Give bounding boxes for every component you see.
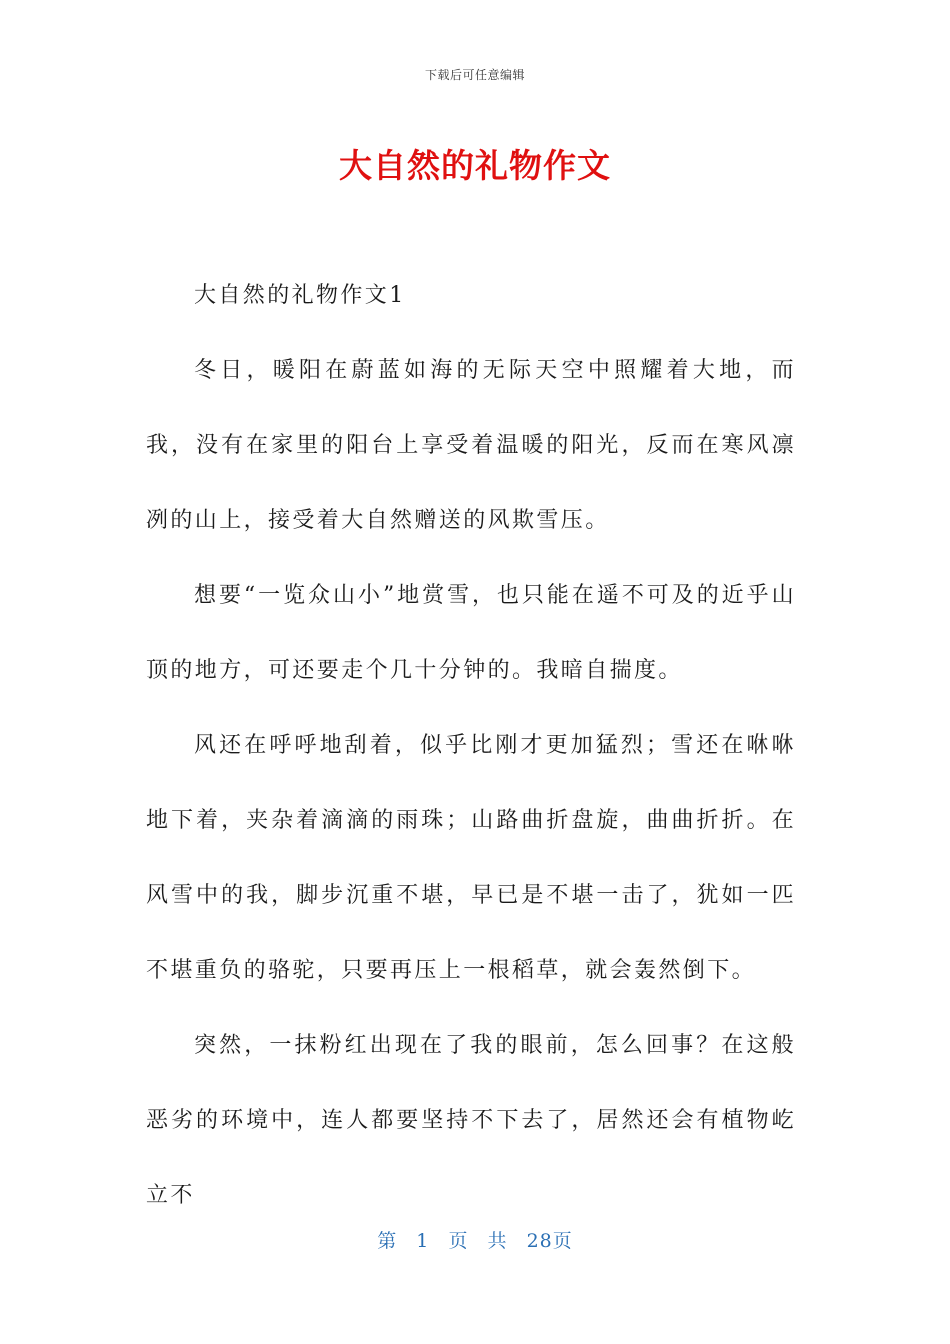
- document-body: [146, 258, 796, 1233]
- footer-label-page: 第: [377, 1230, 398, 1252]
- footer-label-page-unit: 页: [448, 1230, 469, 1252]
- footer-label-total: 共: [487, 1230, 508, 1252]
- footer-current-page: 1: [416, 1230, 430, 1252]
- paragraph: 想要“一览众山小”地赏雪，也只能在遥不可及的近乎山顶的地方，可还要走个几十分钟的。我暗自揣度。: [146, 583, 796, 683]
- footer-total-pages: 28页: [526, 1230, 573, 1252]
- paragraph: 突然，一抹粉红出现在了我的眼前，怎么回事？在这般恶劣的环境中，连人都要坚持不下去了，居然还会有植物屹立不: [146, 1033, 796, 1208]
- paragraph: 冬日，暖阳在蔚蓝如海的无际天空中照耀着大地，而我，没有在家里的阳台上享受着温暖的阳光，反而在寒风凛冽的山上，接受着大自然赠送的风欺雪压。: [146, 358, 796, 533]
- section-heading: 大自然的礼物作文1: [194, 283, 406, 308]
- document-title: 大自然的礼物作文: [339, 146, 611, 185]
- paragraph: 风还在呼呼地刮着，似乎比刚才更加猛烈；雪还在咻咻地下着，夹杂着滴滴的雨珠；山路曲折盘旋，曲曲折折。在风雪中的我，脚步沉重不堪，早已是不堪一击了，犹如一匹不堪重负的骆驼，只要再压上一根稻草，就会轰然倒下。: [146, 733, 796, 983]
- page-footer: [0, 1226, 950, 1253]
- header-note: 下载后可任意编辑: [424, 68, 525, 82]
